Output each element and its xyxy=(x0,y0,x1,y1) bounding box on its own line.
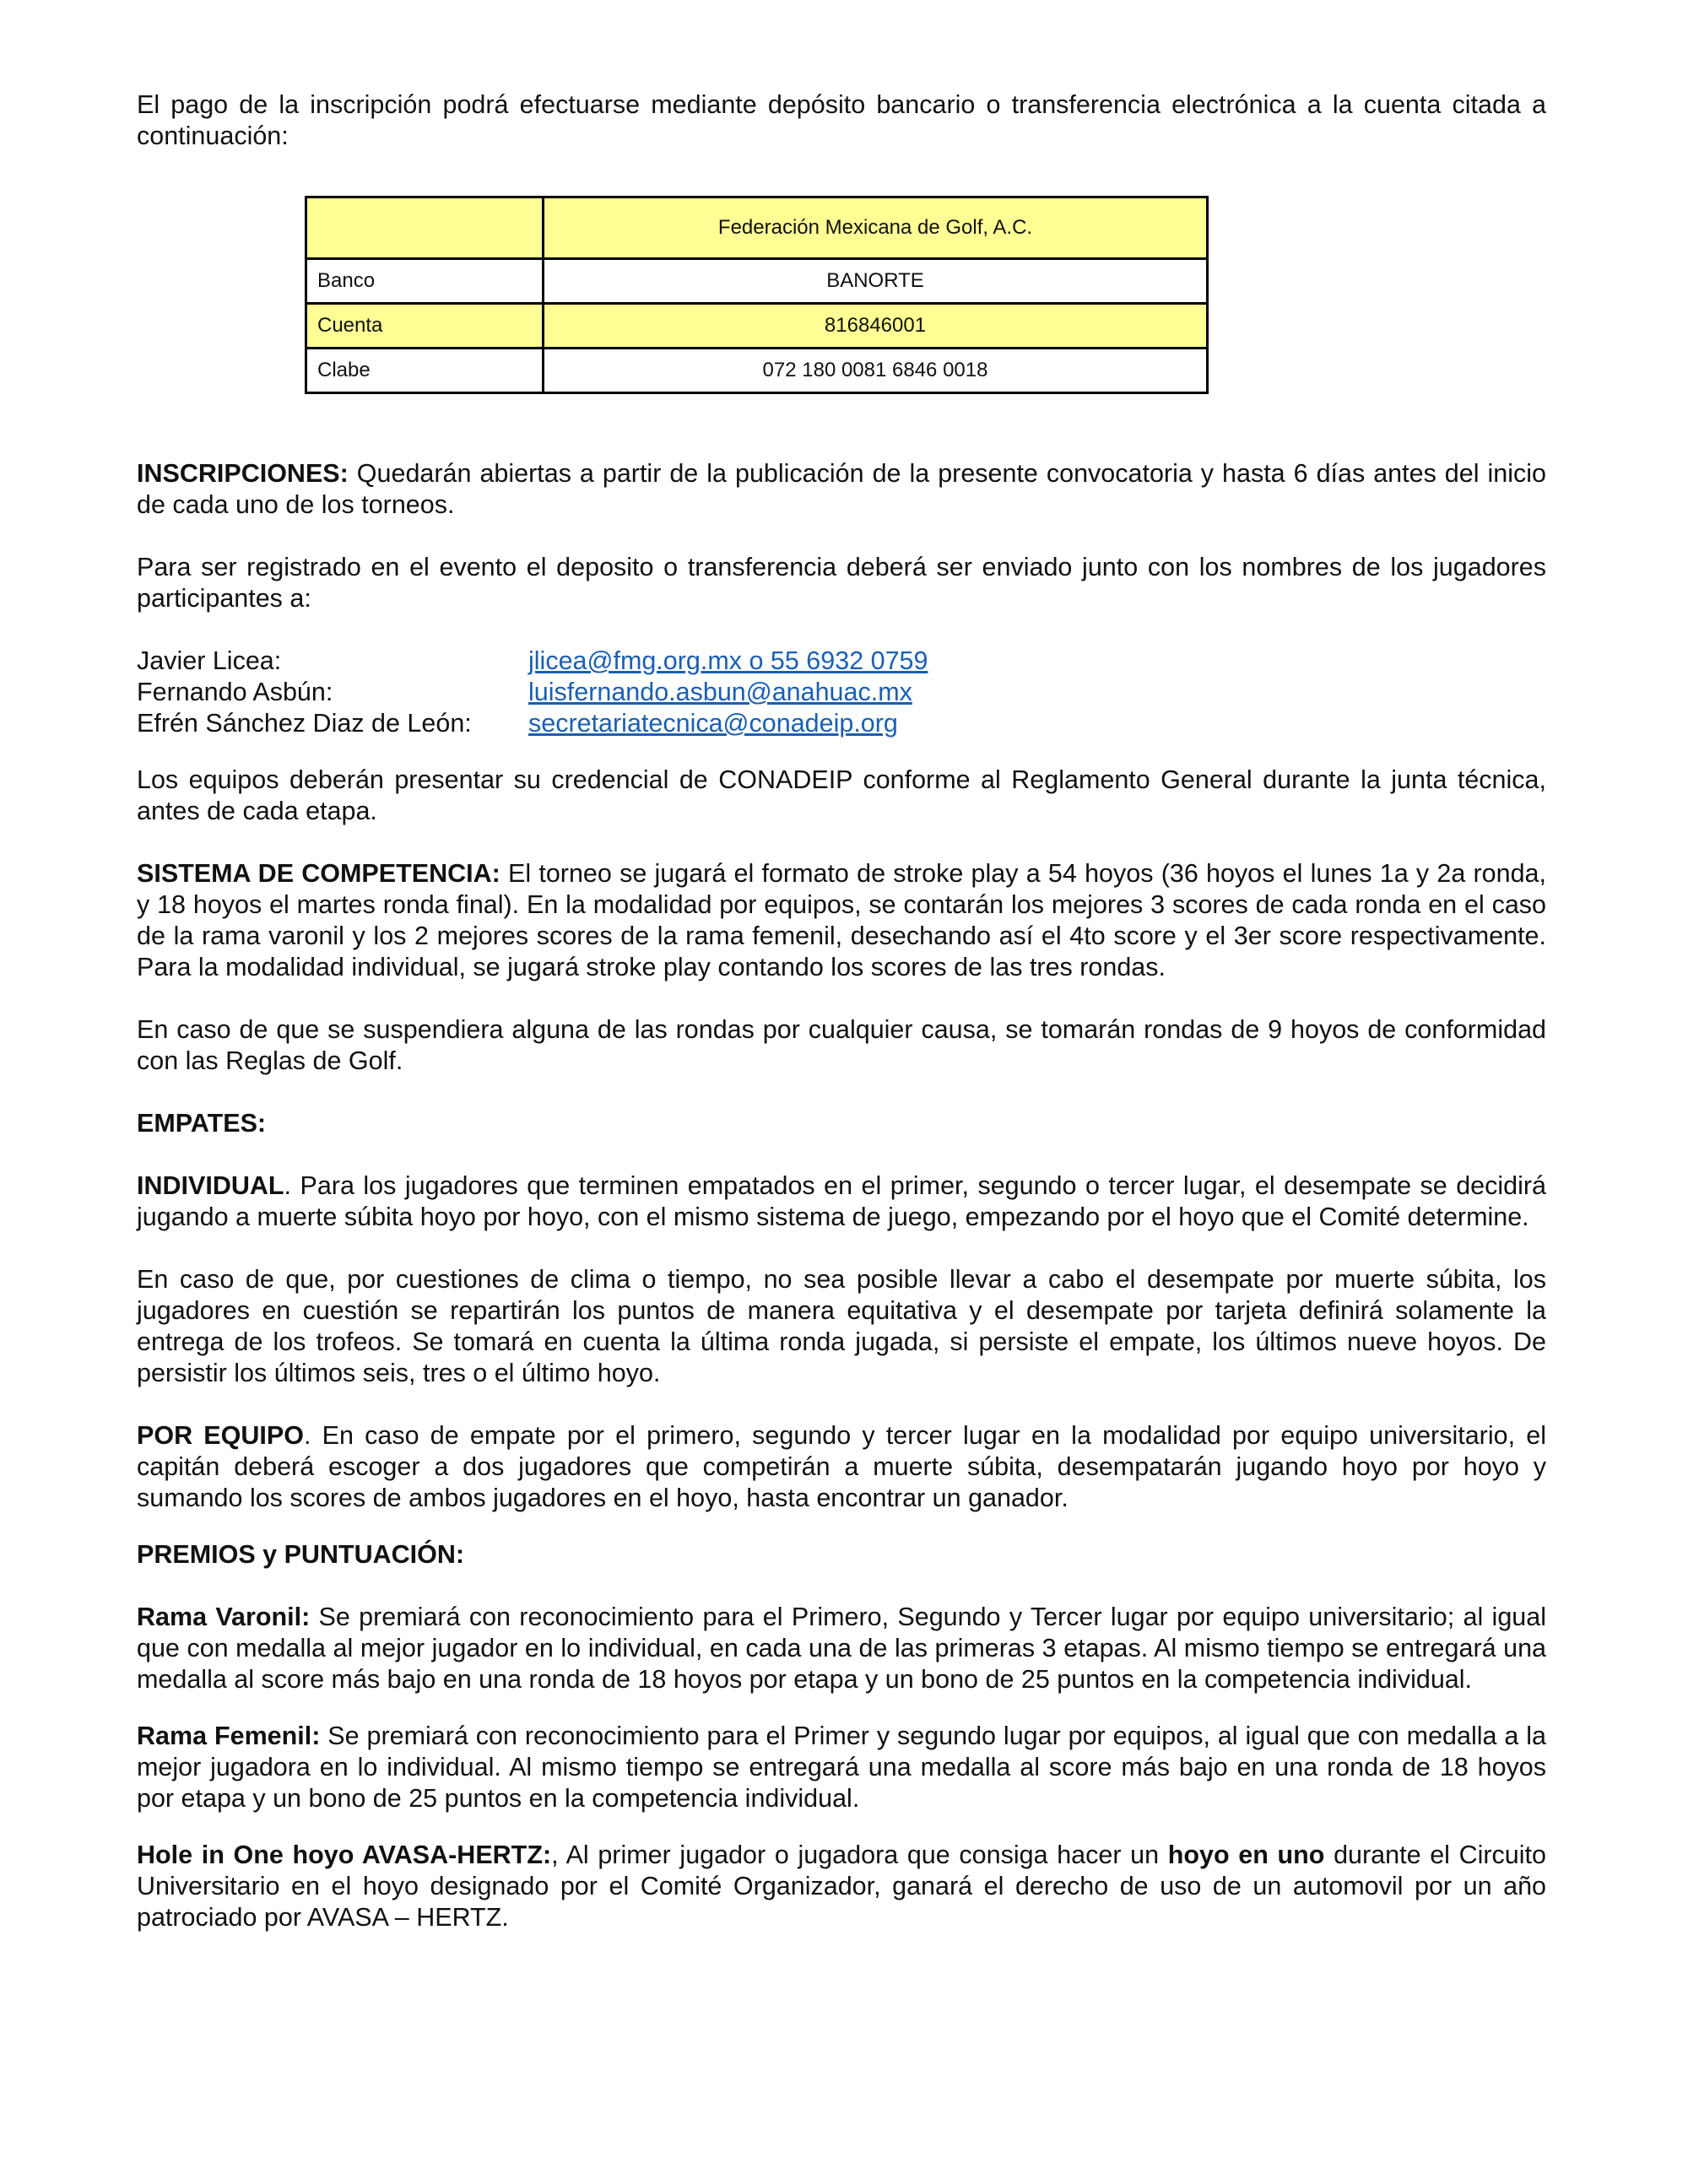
rama-varonil-paragraph xyxy=(137,1602,1546,1695)
hole-in-one-bold: hoyo en uno xyxy=(1167,1841,1325,1869)
rama-varonil-heading: Rama Varonil: xyxy=(137,1603,311,1631)
contact-row xyxy=(137,708,1546,739)
individual-text: . Para los jugadores que terminen empatados en el primer, segundo o tercer lugar, el desempate se decidirá jugando a muerte súbita hoyo por hoyo, con el mismo sistema de juego, empezando por el hoyo que el Comité determine. xyxy=(137,1171,1546,1231)
contact-name: Efrén Sánchez Diaz de León: xyxy=(137,709,472,738)
contact-name: Javier Licea: xyxy=(137,646,282,675)
contact-link[interactable]: luisfernando.asbun@anahuac.mx xyxy=(528,678,912,706)
individual-paragraph xyxy=(137,1170,1546,1233)
hole-in-one-paragraph xyxy=(137,1840,1546,1933)
contact-row xyxy=(137,677,1546,708)
por-equipo-heading: POR EQUIPO xyxy=(137,1421,304,1450)
payment-intro: El pago de la inscripción podrá efectuarse mediante depósito bancario o transferencia electrónica a la cuenta citada a continuación: xyxy=(137,90,1546,150)
contact-row xyxy=(137,646,1546,677)
empates-heading: EMPATES: xyxy=(137,1109,267,1138)
contact-list xyxy=(137,646,1546,739)
sistema-text: El torneo se jugará el formato de stroke play a 54 hoyos (36 hoyos el lunes 1a y 2a ronda, y 18 hoyos el martes ronda final). En la modalidad por equipos, se contarán los mejores 3 scores de cada ronda en el caso de la rama varonil y los 2 mejores scores de la rama femenil, desechando así el 4to score y el 3er score respectivamente. Para la modalidad individual, se jugará stroke play contando los scores de las tres rondas. xyxy=(137,859,1546,981)
rama-femenil-text: Se premiará con reconocimiento para el Primer y segundo lugar por equipos, al igual que con medalla a la mejor jugadora en lo individual. Al mismo tiempo se entregará una medalla al score más bajo en una ronda de 18 hoyos por etapa y un bono de 25 puntos en la competencia individual. xyxy=(137,1722,1546,1813)
rama-varonil-text: Se premiará con reconocimiento para el Primero, Segundo y Tercer lugar por equipo universitario; al igual que con medalla al mejor jugador en lo individual, en cada una de las primeras 3 etapas. Al mismo tiempo se entregará una medalla al score más bajo en una ronda de 18 hoyos por etapa y un bono de 25 puntos en la competencia individual. xyxy=(137,1603,1546,1694)
clabe-label: Clabe xyxy=(306,349,544,393)
bank-account-table xyxy=(305,196,1209,394)
suspension-paragraph: En caso de que se suspendiera alguna de las rondas por cualquier causa, se tomarán rondas de 9 hoyos de conformidad con las Reglas de Golf. xyxy=(137,1015,1546,1075)
clabe-value: 072 180 0081 6846 0018 xyxy=(544,349,1208,393)
contact-link[interactable]: jlicea@fmg.org.mx o 55 6932 0759 xyxy=(528,646,928,675)
account-label: Cuenta xyxy=(306,304,544,349)
bank-table-header-empty xyxy=(306,197,544,259)
inscripciones-heading: INSCRIPCIONES: xyxy=(137,459,349,488)
sistema-heading: SISTEMA DE COMPETENCIA: xyxy=(137,859,500,888)
sistema-paragraph xyxy=(137,858,1546,983)
document-body xyxy=(137,89,1546,1933)
contact-name: Fernando Asbún: xyxy=(137,678,333,706)
hole-in-one-heading: Hole in One hoyo AVASA-HERTZ: xyxy=(137,1841,552,1869)
por-equipo-text: . En caso de empate por el primero, segundo y tercer lugar en la modalidad por equipo universitario, el capitán deberá escoger a dos jugadores que competirán a muerte súbita, desempatarán jugando hoyo por hoyo y sumando los scores de ambos jugadores en el hoyo, hasta encontrar un ganador. xyxy=(137,1421,1546,1512)
bank-value: BANORTE xyxy=(544,259,1208,304)
account-value: 816846001 xyxy=(544,304,1208,349)
contact-link[interactable]: secretariatecnica@conadeip.org xyxy=(528,709,898,738)
bank-label: Banco xyxy=(306,259,544,304)
credencial-paragraph: Los equipos deberán presentar su credencial de CONADEIP conforme al Reglamento General durante la junta técnica, antes de cada etapa. xyxy=(137,765,1546,825)
registro-paragraph: Para ser registrado en el evento el deposito o transferencia deberá ser enviado junto con los nombres de los jugadores participantes a: xyxy=(137,553,1546,613)
bank-table-header: Federación Mexicana de Golf, A.C. xyxy=(544,197,1208,259)
hole-in-one-text: , Al primer jugador o jugadora que consiga hacer un xyxy=(551,1841,1168,1869)
rama-femenil-paragraph xyxy=(137,1721,1546,1814)
inscripciones-paragraph xyxy=(137,458,1546,521)
clima-paragraph: En caso de que, por cuestiones de clima o tiempo, no sea posible llevar a cabo el desempate por muerte súbita, los jugadores en cuestión se repartirán los puntos de manera equitativa y el desempate por tarjeta definirá solamente la entrega de los trofeos. Se tomará en cuenta la última ronda jugada, si persiste el empate, los últimos nueve hoyos. De persistir los últimos seis, tres o el último hoyo. xyxy=(137,1265,1546,1387)
rama-femenil-heading: Rama Femenil: xyxy=(137,1722,321,1750)
individual-heading: INDIVIDUAL xyxy=(137,1171,284,1200)
premios-heading: PREMIOS y PUNTUACIÓN: xyxy=(137,1540,465,1569)
por-equipo-paragraph xyxy=(137,1420,1546,1514)
inscripciones-text: Quedarán abiertas a partir de la publicación de la presente convocatoria y hasta 6 días antes del inicio de cada uno de los torneos. xyxy=(137,459,1546,519)
hole-in-one-text-2: durante el Circuito Universitario en el hoyo designado por el Comité Organizador, ganará el derecho de uso de un automovil por un año patrociado por AVASA – HERTZ. xyxy=(137,1841,1546,1932)
